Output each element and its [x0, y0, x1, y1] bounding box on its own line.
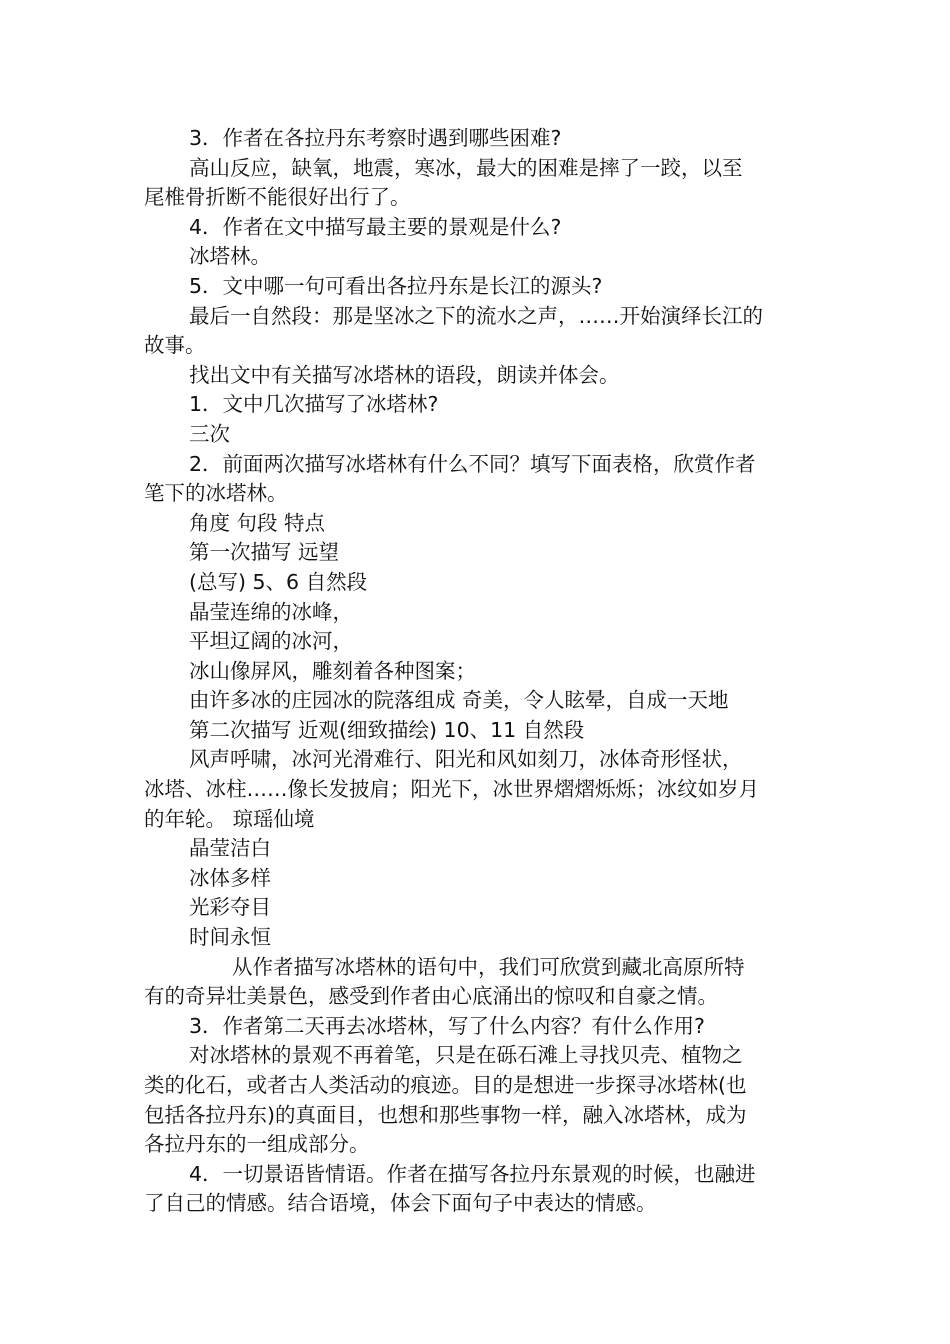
table-row-line: 第一次描写 远望: [189, 540, 340, 565]
table-header-line: 角度 句段 特点: [189, 510, 326, 535]
table-row-line: 冰山像屏风，雕刻着各种图案；: [189, 658, 476, 683]
feature-line: 时间永恒: [189, 925, 271, 950]
instruction-line: 找出文中有关描写冰塔林的语段，朗读并体会。: [189, 362, 620, 387]
question-4-emotion: 4．一切景语皆情语。作者在描写各拉丹东景观的时候，也融进: [189, 1161, 756, 1186]
feature-line: 晶莹洁白: [189, 836, 271, 861]
table-row-line: 第二次描写 近观(细致描绘) 10、11 自然段: [189, 717, 585, 742]
answer-line: 故事。: [144, 333, 206, 358]
table-row-line: 冰塔、冰柱……像长发披肩；阳光下，冰世界熠熠烁烁；冰纹如岁月: [144, 777, 759, 802]
answer-line: 最后一自然段：那是坚冰之下的流水之声，……开始演绎长江的: [189, 303, 763, 328]
table-row-line: 的年轮。 琼瑶仙境: [144, 806, 315, 831]
table-row-line: 平坦辽阔的冰河，: [189, 629, 353, 654]
question-1-count: 1．文中几次描写了冰塔林?: [189, 392, 439, 417]
answer-line: 包括各拉丹东)的真面目，也想和那些事物一样，融入冰塔林，成为: [144, 1102, 747, 1127]
answer-line: 三次: [189, 421, 230, 446]
answer-line: 冰塔林。: [189, 244, 271, 269]
table-row-line: 风声呼啸，冰河光滑难行、阳光和风如刻刀，冰体奇形怪状，: [189, 747, 743, 772]
answer-line: 对冰塔林的景观不再着笔，只是在砾石滩上寻找贝壳、植物之: [189, 1043, 743, 1068]
answer-line: 高山反应，缺氧，地震，寒冰，最大的困难是摔了一跤，以至: [189, 155, 743, 180]
question-5-source: 5．文中哪一句可看出各拉丹东是长江的源头?: [189, 273, 603, 298]
table-row-line: 晶莹连绵的冰峰，: [189, 599, 353, 624]
summary-line: 有的奇异壮美景色，感受到作者由心底涌出的惊叹和自豪之情。: [144, 984, 718, 1009]
summary-line: 从作者描写冰塔林的语句中，我们可欣赏到藏北高原所特: [232, 954, 745, 979]
answer-line: 尾椎骨折断不能很好出行了。: [144, 185, 411, 210]
table-row-line: 由许多冰的庄园冰的院落组成 奇美，令人眩晕，自成一天地: [189, 688, 729, 713]
feature-line: 光彩夺目: [189, 895, 271, 920]
answer-line: 类的化石，或者古人类活动的痕迹。目的是想进一步探寻冰塔林(也: [144, 1073, 747, 1097]
question-line: 笔下的冰塔林。: [144, 481, 288, 506]
question-line: 了自己的情感。结合语境，体会下面句子中表达的情感。: [144, 1191, 657, 1216]
table-row-line: (总写) 5、6 自然段: [189, 569, 368, 594]
question-3-difficulties: 3．作者在各拉丹东考察时遇到哪些困难?: [189, 126, 562, 150]
question-3-second-day: 3．作者第二天再去冰塔林，写了什么内容？有什么作用?: [189, 1013, 705, 1038]
question-4-main-scene: 4．作者在文中描写最主要的景观是什么?: [189, 214, 562, 239]
feature-line: 冰体多样: [189, 865, 271, 890]
question-2-compare: 2．前面两次描写冰塔林有什么不同？填写下面表格，欣赏作者: [189, 451, 756, 476]
document-body: [144, 124, 808, 1219]
answer-line: 各拉丹东的一组成部分。: [144, 1132, 370, 1157]
